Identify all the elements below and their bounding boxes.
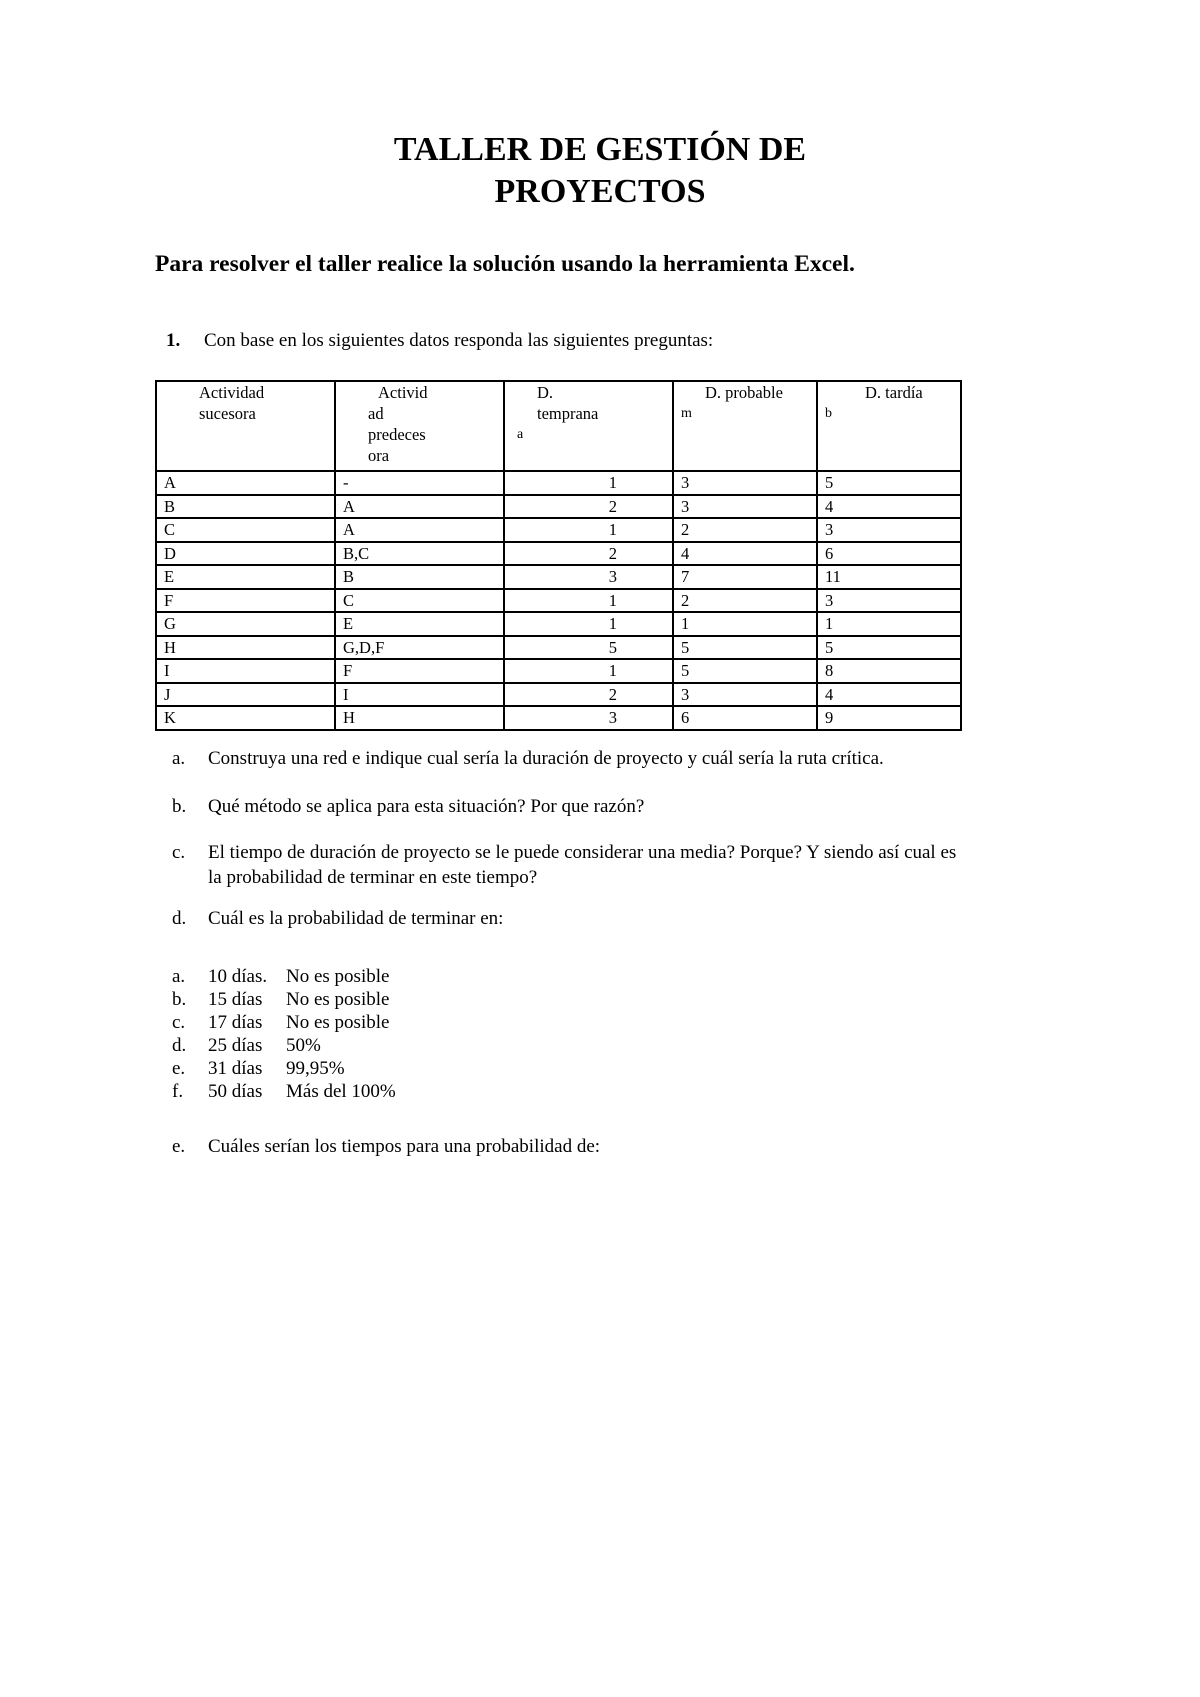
cell-d-probable: 4 xyxy=(673,542,817,566)
cell-actividad: G xyxy=(156,612,335,636)
table-row xyxy=(156,706,961,730)
header-d-tardia xyxy=(817,381,961,471)
cell-d-probable: 3 xyxy=(673,683,817,707)
cell-predecesora: E xyxy=(335,612,504,636)
question-e-text: Cuáles serían los tiempos para una probabilidad de: xyxy=(208,1136,601,1157)
cell-actividad: J xyxy=(156,683,335,707)
header-text: ad xyxy=(368,404,384,423)
question-1-number: 1. xyxy=(166,330,181,351)
list-item-label: f. xyxy=(172,1081,184,1102)
cell-d-tardia: 6 xyxy=(817,542,961,566)
question-label: c. xyxy=(172,842,186,863)
cell-d-probable: 6 xyxy=(673,706,817,730)
list-item-answer: No es posible xyxy=(286,1012,390,1033)
cell-actividad: D xyxy=(156,542,335,566)
cell-actividad: E xyxy=(156,565,335,589)
cell-d-tardia: 4 xyxy=(817,683,961,707)
cell-d-probable: 2 xyxy=(673,518,817,542)
header-text: sucesora xyxy=(199,404,256,423)
question-1-text: Con base en los siguientes datos responda las siguientes preguntas: xyxy=(204,330,714,351)
table-row xyxy=(156,495,961,519)
cell-d-temprana: 1 xyxy=(504,471,673,495)
question-e xyxy=(172,1134,600,1159)
header-actividad-sucesora xyxy=(156,381,335,471)
question-label: b. xyxy=(172,796,187,817)
cell-actividad: K xyxy=(156,706,335,730)
cell-actividad: H xyxy=(156,636,335,660)
list-item-label: a. xyxy=(172,966,186,987)
cell-d-probable: 3 xyxy=(673,495,817,519)
question-line: Cuál es la probabilidad de terminar en: xyxy=(208,908,504,929)
cell-actividad: I xyxy=(156,659,335,683)
list-item xyxy=(172,1057,396,1080)
cell-d-probable: 5 xyxy=(673,659,817,683)
table-header-row xyxy=(156,381,961,471)
cell-predecesora: C xyxy=(335,589,504,613)
page-title-line-2: PROYECTOS xyxy=(494,173,706,210)
cell-d-temprana: 3 xyxy=(504,706,673,730)
question-line: Construya una red e indique cual sería la duración de proyecto y cuál sería la ruta crítica. xyxy=(208,748,884,769)
question-line: El tiempo de duración de proyecto se le puede considerar una media? Porque? Y siendo así cual es xyxy=(208,842,957,863)
header-text: Activid xyxy=(378,383,428,402)
cell-actividad: C xyxy=(156,518,335,542)
header-text: D. tardía xyxy=(865,383,923,402)
cell-d-probable: 7 xyxy=(673,565,817,589)
cell-actividad: F xyxy=(156,589,335,613)
question-e-label: e. xyxy=(172,1136,186,1157)
header-text: Actividad xyxy=(199,383,265,402)
list-item-days: 10 días. xyxy=(208,966,268,987)
list-item xyxy=(172,988,396,1011)
question-text xyxy=(208,906,503,931)
header-d-probable xyxy=(673,381,817,471)
cell-predecesora: F xyxy=(335,659,504,683)
cell-d-tardia: 3 xyxy=(817,589,961,613)
cell-d-temprana: 2 xyxy=(504,495,673,519)
table-row xyxy=(156,636,961,660)
table-row xyxy=(156,683,961,707)
cell-d-tardia: 5 xyxy=(817,471,961,495)
list-item xyxy=(172,965,396,988)
question-label: a. xyxy=(172,748,186,769)
list-item-answer: No es posible xyxy=(286,989,390,1010)
cell-d-temprana: 1 xyxy=(504,612,673,636)
header-text: m xyxy=(681,406,692,421)
cell-predecesora: A xyxy=(335,518,504,542)
cell-d-temprana: 2 xyxy=(504,683,673,707)
question-item xyxy=(172,794,644,819)
table-row xyxy=(156,659,961,683)
list-item xyxy=(172,1011,396,1034)
list-item-days: 50 días xyxy=(208,1081,263,1102)
subtitle: Para resolver el taller realice la solución usando la herramienta Excel. xyxy=(155,251,855,277)
header-text: b xyxy=(825,406,832,421)
probability-list xyxy=(172,965,396,1103)
header-text: D. probable xyxy=(705,383,783,402)
list-item xyxy=(172,1080,396,1103)
header-d-temprana xyxy=(504,381,673,471)
list-item-days: 25 días xyxy=(208,1035,263,1056)
header-text: ora xyxy=(368,446,390,465)
list-item-days: 15 días xyxy=(208,989,263,1010)
cell-d-temprana: 3 xyxy=(504,565,673,589)
cell-d-temprana: 1 xyxy=(504,589,673,613)
question-text xyxy=(208,840,956,890)
list-item-label: c. xyxy=(172,1012,186,1033)
table-row xyxy=(156,542,961,566)
list-item-label: b. xyxy=(172,989,187,1010)
question-item xyxy=(172,840,956,890)
cell-predecesora: G,D,F xyxy=(335,636,504,660)
list-item-answer: Más del 100% xyxy=(286,1081,396,1102)
list-item-answer: 50% xyxy=(286,1035,321,1056)
table-row xyxy=(156,471,961,495)
cell-actividad: B xyxy=(156,495,335,519)
header-text: temprana xyxy=(537,404,599,423)
question-text xyxy=(208,746,884,771)
cell-actividad: A xyxy=(156,471,335,495)
header-text: D. xyxy=(537,383,554,402)
question-line: Qué método se aplica para esta situación? Por que razón? xyxy=(208,796,645,817)
question-1 xyxy=(166,330,713,352)
cell-d-probable: 3 xyxy=(673,471,817,495)
cell-predecesora: B xyxy=(335,565,504,589)
table-row xyxy=(156,565,961,589)
cell-d-temprana: 2 xyxy=(504,542,673,566)
cell-d-temprana: 5 xyxy=(504,636,673,660)
cell-d-probable: 2 xyxy=(673,589,817,613)
cell-d-probable: 5 xyxy=(673,636,817,660)
cell-d-tardia: 4 xyxy=(817,495,961,519)
cell-predecesora: I xyxy=(335,683,504,707)
cell-d-probable: 1 xyxy=(673,612,817,636)
cell-d-temprana: 1 xyxy=(504,659,673,683)
question-item xyxy=(172,746,884,771)
cell-d-tardia: 9 xyxy=(817,706,961,730)
table-row xyxy=(156,612,961,636)
header-actividad-predecesora xyxy=(335,381,504,471)
cell-d-temprana: 1 xyxy=(504,518,673,542)
cell-predecesora: A xyxy=(335,495,504,519)
question-item xyxy=(172,906,503,931)
question-text xyxy=(208,794,644,819)
cell-predecesora: - xyxy=(335,471,504,495)
list-item-days: 17 días xyxy=(208,1012,263,1033)
cell-d-tardia: 8 xyxy=(817,659,961,683)
table-row xyxy=(156,589,961,613)
list-item-days: 31 días xyxy=(208,1058,263,1079)
list-item-answer: 99,95% xyxy=(286,1058,345,1079)
cell-d-tardia: 3 xyxy=(817,518,961,542)
cell-d-tardia: 1 xyxy=(817,612,961,636)
cell-d-tardia: 5 xyxy=(817,636,961,660)
activity-table xyxy=(155,380,962,731)
list-item-label: e. xyxy=(172,1058,186,1079)
list-item-answer: No es posible xyxy=(286,966,390,987)
page-title-line-1: TALLER DE GESTIÓN DE xyxy=(393,131,807,168)
cell-d-tardia: 11 xyxy=(817,565,961,589)
list-item-label: d. xyxy=(172,1035,187,1056)
list-item xyxy=(172,1034,396,1057)
header-text: a xyxy=(517,427,524,442)
cell-predecesora: H xyxy=(335,706,504,730)
question-label: d. xyxy=(172,908,187,929)
header-text: predeces xyxy=(368,425,426,444)
cell-predecesora: B,C xyxy=(335,542,504,566)
question-line: la probabilidad de terminar en este tiempo? xyxy=(208,867,538,888)
table-row xyxy=(156,518,961,542)
